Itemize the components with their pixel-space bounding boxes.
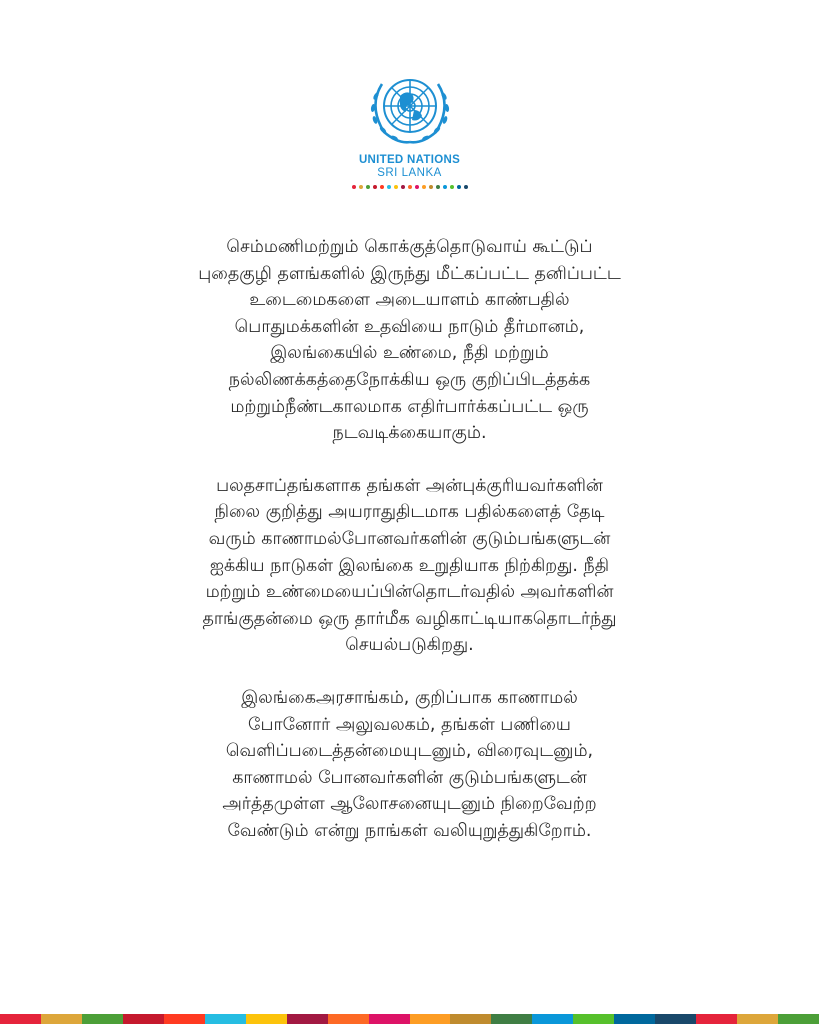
sdg-dot: [366, 185, 370, 189]
sdg-stripe-segment: [246, 1014, 287, 1024]
sdg-color-stripe: [0, 1014, 819, 1024]
statement-line: செம்மணிமற்றும் கொக்குத்தொடுவாய் கூட்டுப்: [226, 237, 593, 257]
sdg-dot: [457, 185, 461, 189]
sdg-stripe-segment: [778, 1014, 819, 1024]
sdg-dot: [422, 185, 426, 189]
statement-line: பொதுமக்களின் உதவியை நாடும் தீர்மானம்,: [234, 316, 585, 337]
statement-line: பலதசாப்தங்களாக தங்கள் அன்புக்குரியவர்களின்: [216, 475, 603, 496]
org-country: SRI LANKA: [377, 167, 442, 179]
statement-body: [95, 234, 724, 870]
statement-line: தாங்குதன்மை ஒரு தார்மீக வழிகாட்டியாகதொடர்ந்து: [202, 608, 617, 629]
statement-line: செயல்படுகிறது.: [345, 635, 474, 656]
sdg-stripe-segment: [123, 1014, 164, 1024]
sdg-stripe-segment: [0, 1014, 41, 1024]
sdg-dot: [464, 185, 468, 189]
sdg-stripe-segment: [655, 1014, 696, 1024]
statement-line: போனோர் அலுவலகம், தங்கள் பணியை: [248, 714, 571, 735]
sdg-dot: [415, 185, 419, 189]
sdg-dots: [0, 185, 819, 189]
statement-line: வெளிப்படைத்தன்மையுடனும், விரைவுடனும்,: [225, 741, 594, 762]
statement-line: இலங்கையில் உண்மை, நீதி மற்றும்: [270, 343, 549, 364]
statement-line: புதைகுழி தளங்களில் இருந்து மீட்கப்பட்ட தனிப்பட்ட: [198, 263, 621, 284]
statement-line: நிலை குறித்து அயராதுதிடமாக பதில்களைத் தேடி: [214, 502, 605, 523]
statement-line: வேண்டும் என்று நாங்கள் வலியுறுத்துகிறோம்.: [227, 820, 592, 841]
sdg-stripe-segment: [573, 1014, 614, 1024]
sdg-dot: [380, 185, 384, 189]
sdg-dot: [408, 185, 412, 189]
statement-paragraph: [95, 234, 724, 447]
sdg-dot: [373, 185, 377, 189]
sdg-stripe-segment: [696, 1014, 737, 1024]
sdg-stripe-segment: [737, 1014, 778, 1024]
sdg-dot: [352, 185, 356, 189]
statement-line: அர்த்தமுள்ள ஆலோசனையுடனும் நிறைவேற்ற: [222, 794, 597, 815]
statement-line: நடவடிக்கையாகும்.: [332, 423, 487, 444]
sdg-stripe-segment: [328, 1014, 369, 1024]
sdg-stripe-segment: [164, 1014, 205, 1024]
sdg-stripe-segment: [82, 1014, 123, 1024]
statement-line: மற்றும் உண்மையைப்பின்தொடர்வதில் அவர்களின்: [205, 582, 614, 603]
statement-line: நல்லிணக்கத்தைநோக்கிய ஒரு குறிப்பிடத்தக்க: [228, 369, 591, 390]
sdg-stripe-segment: [614, 1014, 655, 1024]
sdg-stripe-segment: [41, 1014, 82, 1024]
statement-line: மற்றும்நீண்டகாலமாக எதிர்பார்க்கப்பட்ட ஒரு: [230, 396, 589, 417]
logo: [0, 66, 819, 189]
sdg-stripe-segment: [491, 1014, 532, 1024]
sdg-stripe-segment: [369, 1014, 410, 1024]
statement-line: வரும் காணாமல்போனவர்களின் குடும்பங்களுடன்: [208, 528, 611, 549]
statement-paragraph: [95, 473, 724, 659]
statement-line: இலங்கைஅரசாங்கம், குறிப்பாக காணாமல்: [241, 687, 578, 708]
sdg-dot: [401, 185, 405, 189]
sdg-stripe-segment: [410, 1014, 451, 1024]
sdg-dot: [387, 185, 391, 189]
sdg-dot: [443, 185, 447, 189]
statement-line: உடைமைகளை அடையாளம் காண்பதில்: [249, 290, 570, 311]
sdg-dot: [359, 185, 363, 189]
sdg-stripe-segment: [205, 1014, 246, 1024]
sdg-dot: [436, 185, 440, 189]
org-name: UNITED NATIONS: [358, 154, 461, 166]
statement-line: காணாமல் போனவர்களின் குடும்பங்களுடன்: [232, 767, 587, 788]
statement-paragraph: [95, 685, 724, 845]
un-emblem-icon: [364, 66, 456, 152]
sdg-stripe-segment: [287, 1014, 328, 1024]
sdg-stripe-segment: [532, 1014, 573, 1024]
sdg-dot: [450, 185, 454, 189]
sdg-stripe-segment: [450, 1014, 491, 1024]
sdg-dot: [429, 185, 433, 189]
sdg-dot: [394, 185, 398, 189]
statement-line: ஐக்கிய நாடுகள் இலங்கை உறுதியாக நிற்கிறது. நீதி: [209, 555, 610, 576]
